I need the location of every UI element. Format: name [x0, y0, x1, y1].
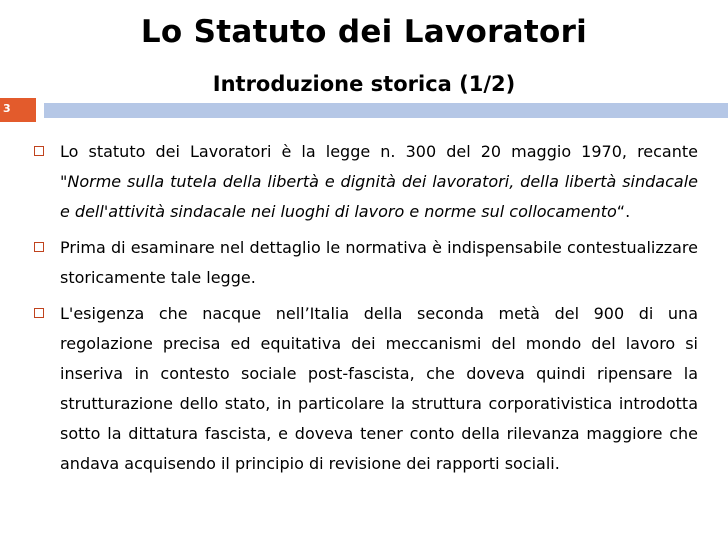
- header-divider-band: [44, 103, 728, 118]
- bullet-item-context: [30, 233, 698, 293]
- bullet-text-italic-law-title: Norme sulla tutela della libertà e dignità dei lavoratori, della libertà sindacale e dell'attività sindacale nei luoghi di lavoro e norme sul collocamento: [60, 172, 698, 221]
- bullet-text-lead: Lo statuto dei Lavoratori è la legge n. 300 del 20 maggio 1970, recante ": [60, 142, 698, 191]
- bullet-item-statute: [30, 137, 698, 227]
- slide-number: 3: [3, 102, 11, 115]
- bullet-list: [30, 137, 698, 485]
- slide-subtitle: Introduzione storica (1/2): [212, 72, 516, 96]
- bullet-text: Prima di esaminare nel dettaglio le normativa è indispensabile contestualizzare storicamente tale legge.: [60, 238, 698, 287]
- square-bullet-icon: [34, 242, 44, 252]
- square-bullet-icon: [34, 146, 44, 156]
- bullet-text: L'esigenza che nacque nell’Italia della seconda metà del 900 di una regolazione precisa ed equitativa dei meccanismi del mondo del lavoro si inseriva in contesto sociale post-fascista, che doveva quindi ripensare la strutturazione dello stato, in particolare la struttura corporativistica introdotta sotto la dittatura fascista, e doveva tener conto della rilevanza maggiore che andava acquisendo il principio di revisione dei rapporti sociali.: [60, 304, 698, 473]
- bullet-text-tail: “.: [616, 202, 631, 221]
- square-bullet-icon: [34, 308, 44, 318]
- slide-title: Lo Statuto dei Lavoratori: [140, 14, 588, 50]
- bullet-item-history: [30, 299, 698, 479]
